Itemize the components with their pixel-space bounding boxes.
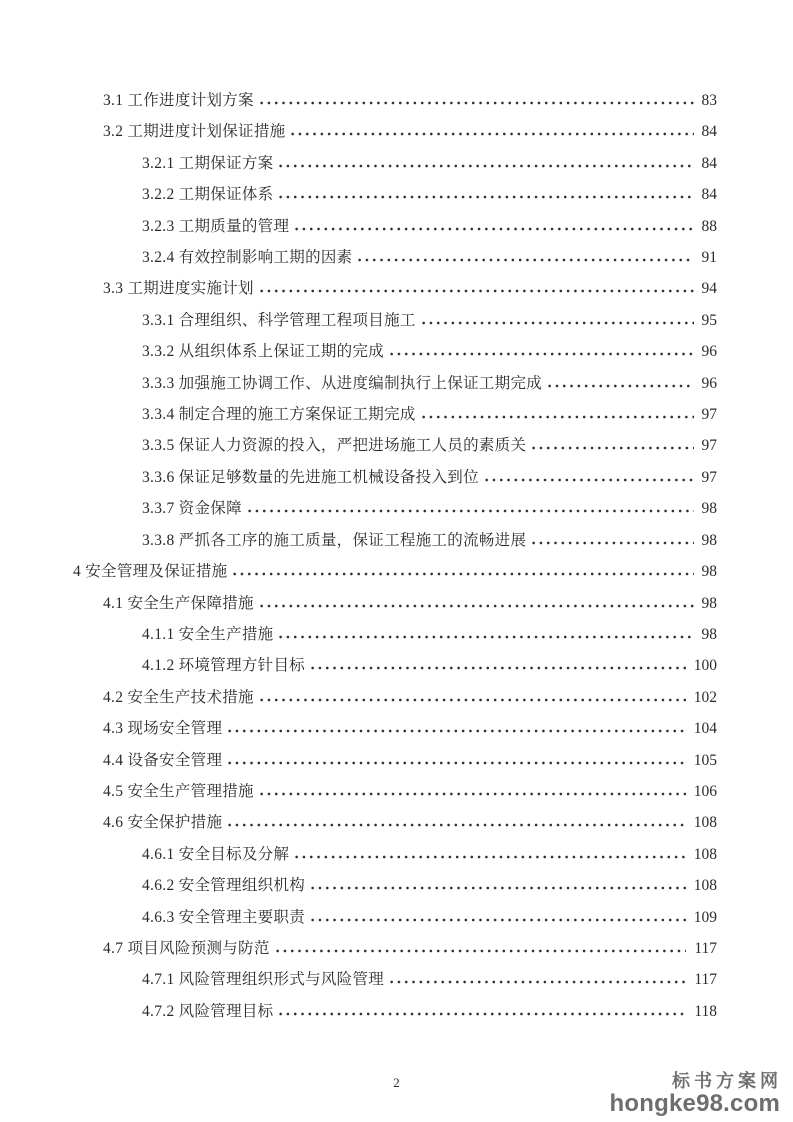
toc-entry-page-number: 108 <box>693 845 717 863</box>
toc-entry-page-number: 117 <box>694 939 717 957</box>
leader-dots <box>277 195 693 199</box>
toc-entry-page-number: 84 <box>701 186 717 204</box>
toc-entry <box>73 525 717 556</box>
page-number: 2 <box>393 1075 400 1090</box>
toc-entry-page-number: 98 <box>701 500 717 518</box>
leader-dots <box>231 572 693 576</box>
toc-entry <box>73 807 717 838</box>
toc-entry-title: 3.3.6 保证足够数量的先进施工机械设备投入到位 <box>142 468 479 486</box>
toc-entry-title: 4.7.1 风险管理组织形式与风险管理 <box>142 971 385 989</box>
toc-entry-title: 4.1.2 环境管理方针目标 <box>142 657 306 675</box>
toc-entry <box>73 179 717 210</box>
leader-dots <box>420 415 694 419</box>
toc-entry-title: 3.1 工作进度计划方案 <box>103 92 254 109</box>
toc-entry <box>73 619 717 650</box>
toc-entry <box>73 745 717 776</box>
toc-entry-title: 4.7.2 风险管理目标 <box>142 1002 274 1020</box>
toc-entry-page-number: 109 <box>693 908 717 926</box>
leader-dots <box>309 666 686 670</box>
toc-entry-page-number: 108 <box>693 814 717 832</box>
leader-dots <box>258 101 694 105</box>
leader-dots <box>293 855 685 859</box>
toc-entry-title: 4.1.1 安全生产措施 <box>142 625 274 643</box>
leader-dots <box>289 132 693 136</box>
toc-entry <box>73 870 717 901</box>
leader-dots <box>226 761 685 765</box>
toc-entry-page-number: 102 <box>693 688 717 706</box>
toc-entry <box>73 242 717 273</box>
toc-entry-page-number: 97 <box>701 406 717 424</box>
toc-entry <box>73 996 717 1027</box>
toc-entry-page-number: 88 <box>701 217 717 235</box>
leader-dots <box>388 980 686 984</box>
toc-entry-title: 4.6.1 安全目标及分解 <box>142 845 290 863</box>
leader-dots <box>483 478 694 482</box>
toc-entry-title: 4.6 安全保护措施 <box>103 814 223 832</box>
toc-entry <box>73 336 717 367</box>
toc-entry-title: 4.6.3 安全管理主要职责 <box>142 908 306 926</box>
toc-entry-title: 3.3.5 保证人力资源的投入，严把进场施工人员的素质关 <box>142 437 527 455</box>
toc-entry-title: 4.4 设备安全管理 <box>103 751 223 769</box>
toc-entry <box>73 273 717 304</box>
toc-entry <box>73 556 717 587</box>
toc-entry-page-number: 97 <box>701 468 717 486</box>
leader-dots <box>258 698 686 702</box>
toc-entry-title: 3.3.7 资金保障 <box>142 500 242 518</box>
toc-entry <box>73 116 717 147</box>
toc-entry-title: 4.7 项目风险预测与防范 <box>103 939 270 957</box>
leader-dots <box>530 446 693 450</box>
leader-dots <box>356 258 693 262</box>
toc-entry-title: 4.6.2 安全管理组织机构 <box>142 877 306 895</box>
toc-entry-page-number: 84 <box>701 123 717 141</box>
leader-dots <box>277 164 693 168</box>
toc-entry-page-number: 94 <box>701 280 717 298</box>
toc-entry-page-number: 104 <box>693 720 717 738</box>
leader-dots <box>388 352 693 356</box>
toc-entry <box>73 650 717 681</box>
toc-entry-title: 4.3 现场安全管理 <box>103 720 223 738</box>
leader-dots <box>258 604 694 608</box>
toc-entry-page-number: 97 <box>701 437 717 455</box>
toc-entry-title: 3.2.1 工期保证方案 <box>142 154 274 172</box>
toc-entry <box>73 964 717 995</box>
toc-entry-page-number: 118 <box>694 1002 717 1020</box>
toc-entry-page-number: 100 <box>693 657 717 675</box>
leader-dots <box>226 823 685 827</box>
leader-dots <box>274 949 687 953</box>
watermark-site-url: hongke98.com <box>609 1090 780 1117</box>
toc-entry-title: 3.3 工期进度实施计划 <box>103 280 254 298</box>
toc-entry <box>73 85 717 116</box>
leader-dots <box>309 886 686 890</box>
toc-entry-page-number: 83 <box>701 92 717 109</box>
toc-entry-page-number: 96 <box>701 374 717 392</box>
toc-entry-title: 3.2.2 工期保证体系 <box>142 186 274 204</box>
leader-dots <box>420 321 694 325</box>
watermark <box>610 1072 780 1116</box>
toc-entry-title: 3.2.4 有效控制影响工期的因素 <box>142 249 353 267</box>
toc-entry-title: 3.3.1 合理组织、科学管理工程项目施工 <box>142 311 416 329</box>
toc-entry <box>73 682 717 713</box>
toc-entry-title: 3.2 工期进度计划保证措施 <box>103 123 286 141</box>
leader-dots <box>226 729 685 733</box>
toc-entry <box>73 305 717 336</box>
toc-entry-title: 4.2 安全生产技术措施 <box>103 688 254 706</box>
toc-entry-title: 3.3.2 从组织体系上保证工期的完成 <box>142 343 385 361</box>
toc-entry-page-number: 105 <box>693 751 717 769</box>
toc-entry <box>73 839 717 870</box>
leader-dots <box>309 918 686 922</box>
toc-entry-page-number: 84 <box>701 154 717 172</box>
leader-dots <box>293 227 693 231</box>
leader-dots <box>258 792 686 796</box>
toc-entry <box>73 211 717 242</box>
toc-entry-page-number: 91 <box>701 249 717 267</box>
toc-entry-page-number: 96 <box>701 343 717 361</box>
toc-entry-page-number: 98 <box>701 625 717 643</box>
toc-entry <box>73 399 717 430</box>
toc-entry-title: 4.5 安全生产管理措施 <box>103 782 254 800</box>
leader-dots <box>258 289 694 293</box>
toc-entry <box>73 588 717 619</box>
toc-entry <box>73 430 717 461</box>
toc-entry <box>73 902 717 933</box>
toc-entry-page-number: 98 <box>701 531 717 549</box>
toc-entry-title: 3.3.3 加强施工协调工作、从进度编制执行上保证工期完成 <box>142 374 543 392</box>
toc-entry <box>73 713 717 744</box>
leader-dots <box>246 509 694 513</box>
toc-entry-title: 3.2.3 工期质量的管理 <box>142 217 290 235</box>
toc-entry-page-number: 117 <box>694 971 717 989</box>
table-of-contents <box>73 85 717 1027</box>
toc-entry-title: 4 安全管理及保证措施 <box>73 563 228 581</box>
toc-entry-page-number: 98 <box>701 594 717 612</box>
toc-entry-title: 4.1 安全生产保障措施 <box>103 594 254 612</box>
toc-entry <box>73 933 717 964</box>
toc-entry <box>73 493 717 524</box>
watermark-site-name: 标书方案网 <box>672 1071 782 1091</box>
leader-dots <box>546 384 693 388</box>
toc-entry-page-number: 95 <box>701 311 717 329</box>
toc-entry-title: 3.3.8 严抓各工序的施工质量，保证工程施工的流畅进展 <box>142 531 527 549</box>
leader-dots <box>530 541 693 545</box>
toc-entry-page-number: 108 <box>693 877 717 895</box>
leader-dots <box>277 635 693 639</box>
toc-entry <box>73 368 717 399</box>
leader-dots <box>277 1012 686 1016</box>
toc-entry-title: 3.3.4 制定合理的施工方案保证工期完成 <box>142 406 416 424</box>
toc-entry <box>73 148 717 179</box>
toc-entry <box>73 776 717 807</box>
toc-entry-page-number: 98 <box>701 563 717 581</box>
toc-entry <box>73 462 717 493</box>
toc-entry-page-number: 106 <box>693 782 717 800</box>
